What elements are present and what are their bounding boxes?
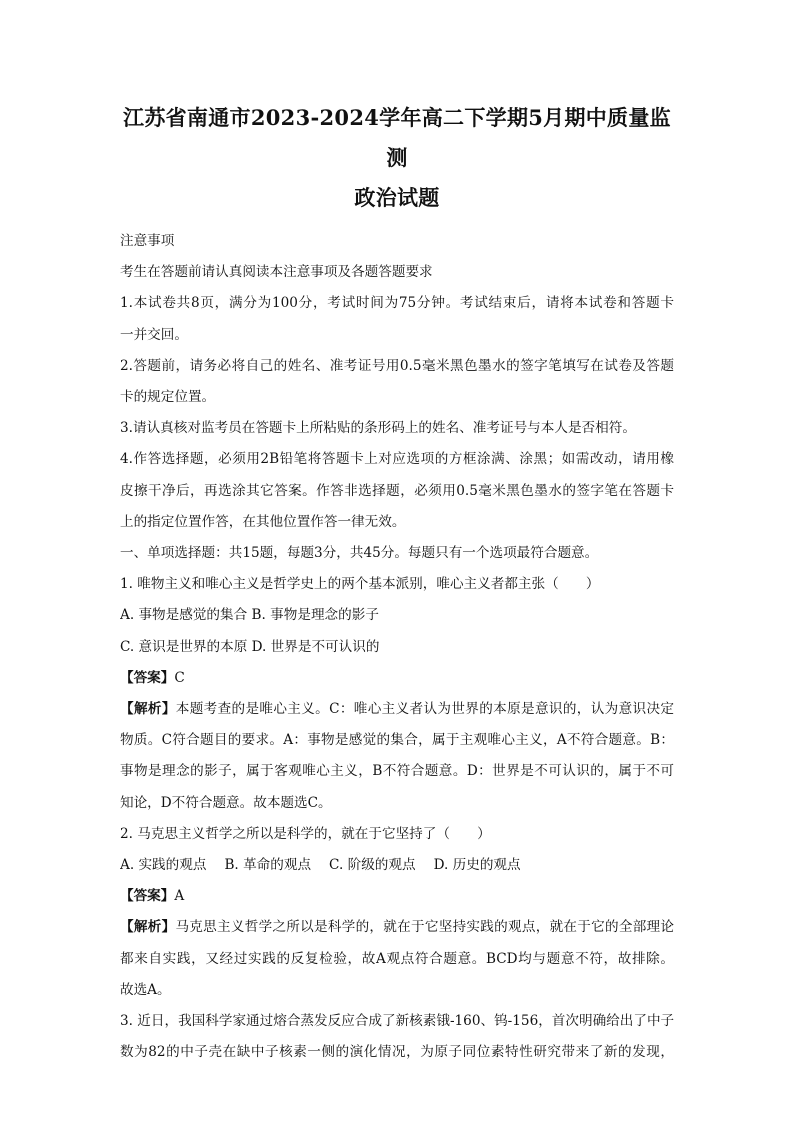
question-2-options: [120, 850, 674, 881]
notice-item-4-line-3: 上的指定位置作答，在其他位置作答一律无效。: [120, 513, 406, 530]
option-b: B. 革命的观点: [224, 857, 312, 874]
question-3-stem-line-1: 3. 近日，我国科学家通过熔合蒸发反应合成了新核素锇-160、钨-156，首次明确给出了中子: [120, 1013, 674, 1030]
section-heading: 一、单项选择题：共15题，每题3分，共45分。每题只有一个选项最符合题意。: [120, 545, 599, 562]
question-1-options-ab: A. 事物是感觉的集合 B. 事物是理念的影子: [120, 607, 379, 624]
question-1-stem: 1. 唯物主义和唯心主义是哲学史上的两个基本派别，唯心主义者都主张（ ）: [120, 576, 600, 593]
option-a: A. 实践的观点: [120, 857, 207, 874]
answer-label: 【答案】: [120, 888, 175, 905]
notice-item-4-line-1: 4.作答选择题，必须用2B铅笔将答题卡上对应选项的方框涂满、涂黑；如需改动，请用橡: [120, 451, 674, 468]
question-1-analysis-line-4: 知论，D不符合题意。故本题选C。: [120, 794, 332, 811]
question-1-analysis-line-2: 物质。C符合题目的要求。A：事物是感觉的集合，属于主观唯心主义，A不符合题意。B：: [120, 732, 674, 749]
document-subtitle: 政治试题: [354, 185, 440, 210]
analysis-label: 【解析】: [120, 701, 176, 718]
option-d: D. 历史的观点: [433, 857, 521, 874]
notice-heading: 注意事项: [120, 233, 175, 249]
answer-value: C: [174, 669, 185, 686]
notice-intro: 考生在答题前请认真阅读本注意事项及各题答题要求: [120, 264, 433, 281]
question-1-analysis-line-1: [120, 694, 674, 725]
question-2-stem: 2. 马克思主义哲学之所以是科学的，就在于它坚持了（ ）: [120, 825, 491, 842]
question-1-options-cd: C. 意识是世界的本原 D. 世界是不可认识的: [120, 638, 380, 655]
question-2-analysis-line-1: [120, 912, 674, 943]
question-1-analysis-line-3: 事物是理念的影子，属于客观唯心主义，B不符合题意。D：世界是不可认识的，属于不可: [120, 763, 674, 780]
notice-item-1-line-1: 1.本试卷共8页，满分为100分，考试时间为75分钟。考试结束后，请将本试卷和答题卡: [120, 295, 674, 312]
notice-item-2-line-1: 2.答题前，请务必将自己的姓名、准考证号用0.5毫米黑色墨水的签字笔填写在试卷及答题: [120, 357, 674, 374]
notice-item-4-line-2: 皮擦干净后，再选涂其它答案。作答非选择题，必须用0.5毫米黑色墨水的签字笔在答题卡: [120, 482, 674, 499]
answer-label: 【答案】: [120, 669, 175, 686]
option-c: C. 阶级的观点: [329, 857, 416, 874]
notice-item-3: 3.请认真核对监考员在答题卡上所粘贴的条形码上的姓名、准考证号与本人是否相符。: [120, 420, 636, 437]
analysis-label: 【解析】: [120, 919, 176, 936]
document-title: 江苏省南通市2023-2024学年高二下学期5月期中质量监测: [123, 105, 671, 170]
question-2-analysis-line-3: 故选A。: [120, 981, 171, 998]
question-3-stem-line-2: 数为82的中子壳在缺中子核素一侧的演化情况，为原子同位素特性研究带来了新的发现，: [120, 1044, 674, 1061]
answer-value: A: [174, 888, 185, 905]
analysis-text: 马克思主义哲学之所以是科学的，就在于它坚持实践的观点，就在于它的全部理论: [175, 919, 674, 936]
question-1-answer: [120, 663, 674, 694]
notice-item-2-line-2: 卡的规定位置。: [120, 389, 216, 406]
notice-item-1-line-2: 一并交回。: [120, 326, 188, 343]
question-2-analysis-line-2: 都来自实践，又经过实践的反复检验，故A观点符合题意。BCD均与题意不符，故排除。: [120, 950, 674, 967]
question-2-answer: [120, 881, 674, 912]
analysis-text: 本题考查的是唯心主义。C：唯心主义者认为世界的本原是意识的，认为意识决定: [175, 701, 674, 718]
